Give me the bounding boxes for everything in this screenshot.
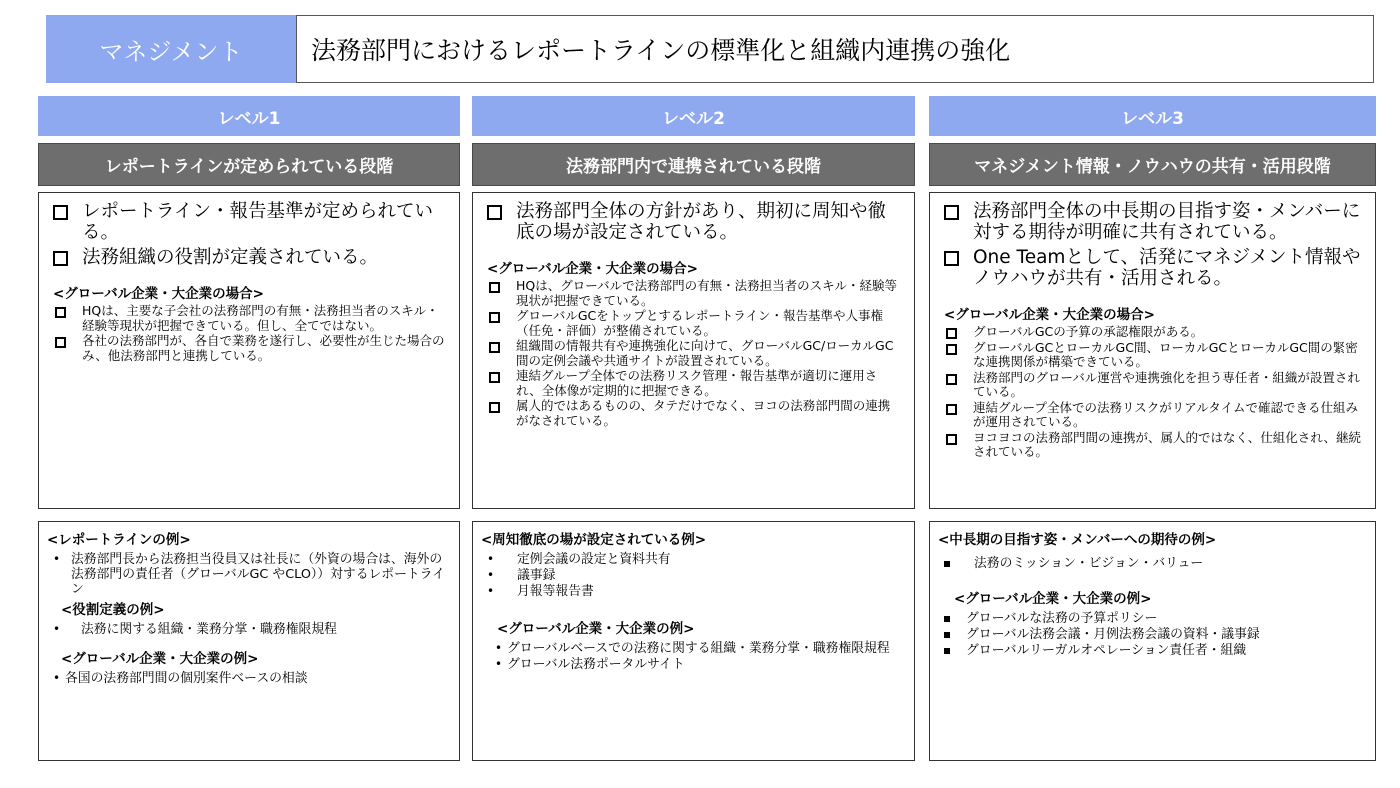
level3-criteria-box bbox=[929, 192, 1376, 509]
list-item: • グローバルベースでの法務に関する組織・業務分掌・職務権限規程 bbox=[495, 641, 890, 656]
checkbox-square-icon bbox=[53, 251, 68, 266]
example-list bbox=[473, 641, 914, 672]
level2-header: レベル2 bbox=[472, 96, 915, 136]
list-item: 法務組織の役割が定義されている。 bbox=[51, 247, 449, 268]
example-list bbox=[930, 611, 1375, 658]
level3-stage: マネジメント情報・ノウハウの共有・活用段階 bbox=[929, 143, 1376, 186]
example-heading: <グローバル企業・大企業の例> bbox=[497, 621, 695, 637]
level1-main-list bbox=[39, 193, 459, 268]
list-item: グローバルGCとローカルGC間、ローカルGCとローカルGC間の緊密な連携関係が構築できている。 bbox=[944, 341, 1363, 370]
level2-stage: 法務部門内で連携されている段階 bbox=[472, 143, 915, 186]
checkbox-square-icon bbox=[946, 404, 957, 415]
list-item: HQは、主要な子会社の法務部門の有無・法務担当者のスキル・経験等現状が把握できている。但し、全てではない。 bbox=[53, 304, 447, 333]
list-item: 法務部門のグローバル運営や連携強化を担う専任者・組織が設置されている。 bbox=[944, 371, 1363, 400]
checkbox-square-icon bbox=[489, 402, 500, 413]
example-list bbox=[39, 622, 459, 637]
bullet-icon: • bbox=[495, 641, 503, 655]
example-list bbox=[473, 552, 914, 599]
list-item: One Teamとして、活発にマネジメント情報やノウハウが共有・活用される。 bbox=[942, 247, 1365, 289]
square-bullet-icon bbox=[944, 616, 950, 622]
checkbox-square-icon bbox=[489, 372, 500, 383]
level1-stage: レポートラインが定められている段階 bbox=[38, 143, 460, 186]
list-item: • 各国の法務部門間の個別案件ベースの相談 bbox=[53, 671, 308, 686]
square-bullet-icon bbox=[944, 632, 950, 638]
checkbox-square-icon bbox=[944, 251, 959, 266]
list-item: • 月報等報告書 bbox=[487, 584, 594, 599]
level2-main-list bbox=[473, 193, 914, 243]
square-bullet-icon bbox=[944, 648, 950, 654]
level3-examples-box bbox=[929, 521, 1376, 761]
section-tag: マネジメント bbox=[46, 15, 296, 83]
sub-heading: <グローバル企業・大企業の場合> bbox=[53, 286, 264, 302]
checkbox-square-icon bbox=[946, 374, 957, 385]
level2-sub-list bbox=[473, 279, 914, 428]
example-list bbox=[39, 552, 459, 597]
list-item: HQは、グローバルで法務部門の有無・法務担当者のスキル・経験等現状が把握できている。 bbox=[487, 279, 902, 308]
level1-sub-list bbox=[39, 304, 459, 363]
level1-criteria-box bbox=[38, 192, 460, 509]
list-item: • 議事録 bbox=[487, 568, 556, 583]
list-item: • 定例会議の設定と資料共有 bbox=[487, 552, 671, 567]
list-item: ヨコヨコの法務部門間の連携が、属人的ではなく、仕組化され、継続されている。 bbox=[944, 431, 1363, 460]
list-item: • 法務部門長から法務担当役員又は社長に（外資の場合は、海外の法務部門の責任者（グローバルGC やCLO））対するレポートライン bbox=[53, 552, 445, 597]
list-item: グローバルGCをトップとするレポートライン・報告基準や人事権（任免・評価）が整備されている。 bbox=[487, 309, 902, 338]
bullet-icon: • bbox=[487, 568, 495, 582]
checkbox-square-icon bbox=[489, 312, 500, 323]
list-item: グローバルな法務の予算ポリシー bbox=[944, 611, 1365, 626]
list-item: 法務部門全体の中長期の目指す姿・メンバーに対する期待が明確に共有されている。 bbox=[942, 201, 1365, 243]
bullet-icon: • bbox=[53, 552, 61, 566]
level3-main-list bbox=[930, 193, 1375, 289]
example-list bbox=[930, 556, 1375, 571]
level3-header: レベル3 bbox=[929, 96, 1376, 136]
checkbox-square-icon bbox=[55, 307, 66, 318]
list-item: 連結グループ全体での法務リスクがリアルタイムで確認できる仕組みが運用されている。 bbox=[944, 401, 1363, 430]
level2-criteria-box bbox=[472, 192, 915, 509]
list-item: 法務部門全体の方針があり、期初に周知や徹底の場が設定されている。 bbox=[485, 201, 904, 243]
list-item: 連結グループ全体での法務リスク管理・報告基準が適切に運用され、全体像が定期的に把握できる。 bbox=[487, 369, 902, 398]
list-item: 法務のミッション・ビジョン・バリュー bbox=[944, 556, 1365, 571]
checkbox-square-icon bbox=[946, 328, 957, 339]
checkbox-square-icon bbox=[946, 434, 957, 445]
sub-heading: <グローバル企業・大企業の場合> bbox=[944, 307, 1155, 323]
list-item: 各社の法務部門が、各自で業務を遂行し、必要性が生じた場合のみ、他法務部門と連携している。 bbox=[53, 334, 447, 363]
checkbox-square-icon bbox=[489, 342, 500, 353]
level1-examples-box bbox=[38, 521, 460, 761]
list-item: • 法務に関する組織・業務分掌・職務権限規程 bbox=[53, 622, 337, 637]
bullet-icon: • bbox=[53, 671, 61, 685]
example-heading: <グローバル企業・大企業の例> bbox=[61, 651, 259, 667]
checkbox-square-icon bbox=[55, 337, 66, 348]
page-title: 法務部門におけるレポートラインの標準化と組織内連携の強化 bbox=[296, 15, 1374, 83]
example-heading: <周知徹底の場が設定されている例> bbox=[481, 532, 707, 548]
level2-examples-box bbox=[472, 521, 915, 761]
level3-sub-list bbox=[930, 325, 1375, 460]
list-item: グローバルGCの予算の承認権限がある。 bbox=[944, 325, 1363, 340]
list-item: グローバル法務会議・月例法務会議の資料・議事録 bbox=[944, 627, 1365, 642]
checkbox-square-icon bbox=[946, 344, 957, 355]
level1-header: レベル1 bbox=[38, 96, 460, 136]
example-heading: <役割定義の例> bbox=[61, 602, 165, 618]
bullet-icon: • bbox=[487, 584, 495, 598]
list-item: 属人的ではあるものの、タテだけでなく、ヨコの法務部門間の連携がなされている。 bbox=[487, 399, 902, 428]
list-item: レポートライン・報告基準が定められている。 bbox=[51, 201, 449, 243]
example-list bbox=[39, 671, 459, 686]
checkbox-square-icon bbox=[487, 205, 502, 220]
square-bullet-icon bbox=[944, 561, 950, 567]
list-item: グローバルリーガルオペレーション責任者・組織 bbox=[944, 643, 1365, 658]
list-item: • グローバル法務ポータルサイト bbox=[495, 657, 685, 672]
example-heading: <レポートラインの例> bbox=[47, 532, 191, 548]
list-item: 組織間の情報共有や連携強化に向けて、グローバルGC/ローカルGC間の定例会議や共通サイトが設置されている。 bbox=[487, 339, 902, 368]
checkbox-square-icon bbox=[944, 205, 959, 220]
checkbox-square-icon bbox=[489, 282, 500, 293]
bullet-icon: • bbox=[495, 657, 503, 671]
bullet-icon: • bbox=[53, 622, 61, 636]
bullet-icon: • bbox=[487, 552, 495, 566]
sub-heading: <グローバル企業・大企業の場合> bbox=[487, 261, 698, 277]
example-heading: <グローバル企業・大企業の例> bbox=[954, 591, 1152, 607]
checkbox-square-icon bbox=[53, 205, 68, 220]
example-heading: <中長期の目指す姿・メンバーへの期待の例> bbox=[938, 532, 1217, 548]
